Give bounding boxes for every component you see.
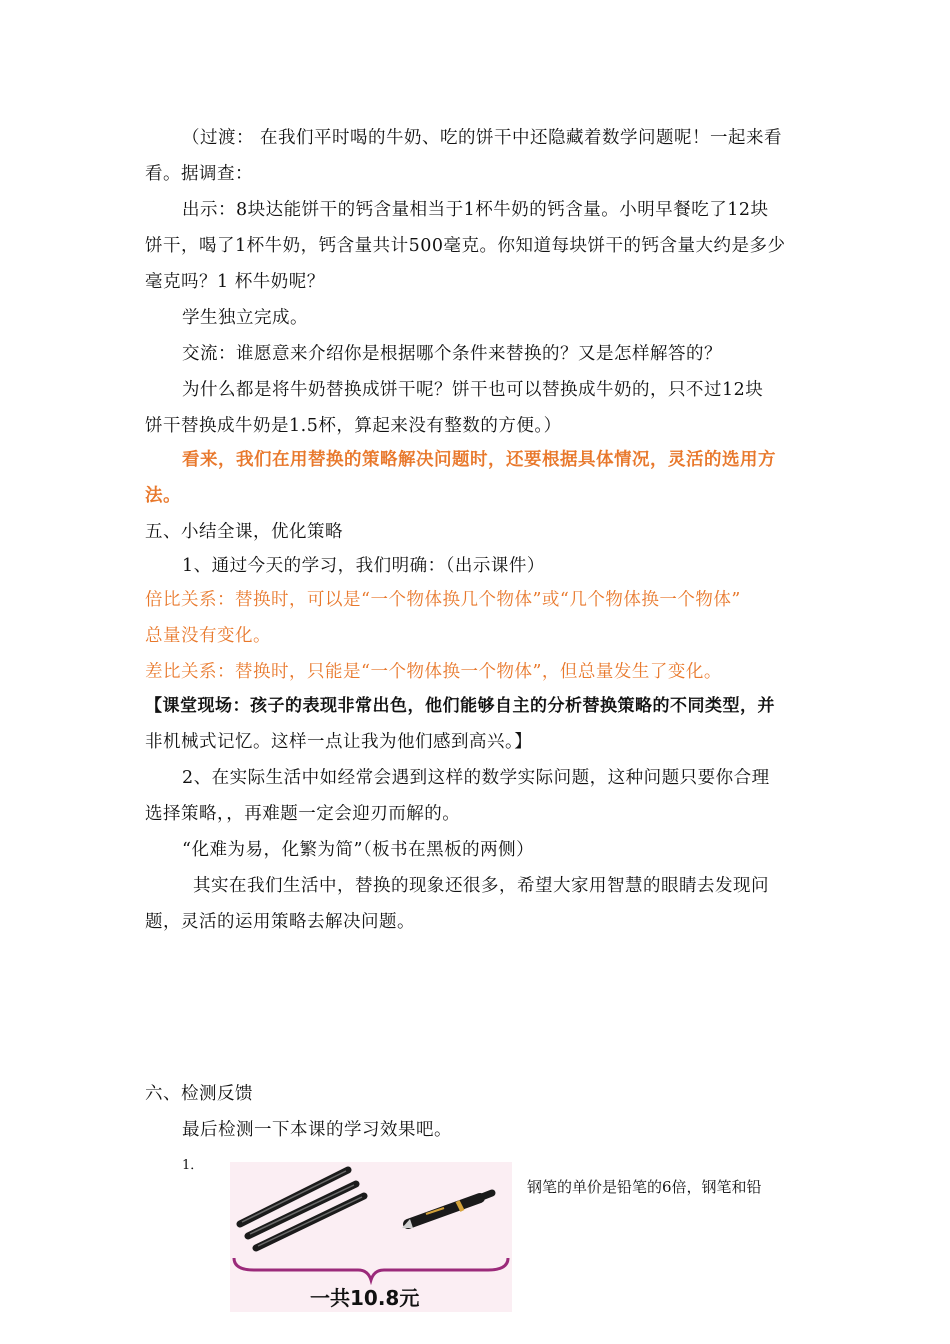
pencil-pen-illustration — [230, 1162, 512, 1312]
paragraph-line: 交流：谁愿意来介绍你是根据哪个条件来替换的？又是怎样解答的？ — [182, 344, 722, 364]
section-heading: 五、小结全课，优化策略 — [145, 522, 343, 542]
paragraph-line: 为什么都是将牛奶替换成饼干呢？饼干也可以替换成牛奶的，只不过12块 — [182, 380, 764, 400]
paragraph-line: 最后检测一下本课的学习效果吧。 — [182, 1120, 452, 1140]
fountain-pen-icon — [402, 1193, 492, 1228]
exercise-caption: 钢笔的单价是铅笔的6倍，钢笔和铅 — [527, 1178, 762, 1196]
paragraph-line: 毫克吗？1 杯牛奶呢？ — [145, 272, 325, 292]
paragraph-line: 饼干，喝了1杯牛奶，钙含量共计500毫克。你知道每块饼干的钙含量大约是多少 — [145, 236, 786, 256]
paragraph-line: 1、通过今天的学习，我们明确：（出示课件） — [182, 556, 545, 576]
paragraph-line: 题，灵活的运用策略去解决问题。 — [145, 912, 415, 932]
paragraph-line: 饼干替换成牛奶是1.5杯，算起来没有整数的方便。） — [145, 416, 562, 436]
highlight-line: 看来，我们在用替换的策略解决问题时，还要根据具体情况，灵活的选用方 — [182, 450, 776, 470]
paragraph-line: 学生独立完成。 — [182, 308, 308, 328]
highlight-line: 法。 — [145, 486, 181, 506]
highlight-line: 总量没有变化。 — [145, 626, 271, 646]
paragraph-line: （过渡： 在我们平时喝的牛奶、吃的饼干中还隐藏着数学问题呢！一起来看 — [182, 128, 783, 148]
classroom-note: 非机械式记忆。这样一点让我为他们感到高兴。】 — [145, 732, 533, 752]
highlight-line: 倍比关系：替换时，可以是“一个物体换几个物体”或“几个物体换一个物体” — [145, 590, 741, 610]
paragraph-line: 看。据调查： — [145, 164, 253, 184]
curly-brace-icon — [234, 1258, 508, 1280]
paragraph-line: 出示：8块达能饼干的钙含量相当于1杯牛奶的钙含量。小明早餐吃了12块 — [182, 200, 769, 220]
highlight-line: 差比关系：替换时，只能是“一个物体换一个物体”，但总量发生了变化。 — [145, 662, 722, 682]
exercise-number: 1． — [182, 1158, 204, 1173]
paragraph-line: 2、在实际生活中如经常会遇到这样的数学实际问题，这种问题只要你合理 — [182, 768, 770, 788]
section-heading: 六、检测反馈 — [145, 1084, 253, 1104]
total-price-label: 一共10.8元 — [310, 1286, 420, 1310]
paragraph-line: 其实在我们生活中，替换的现象还很多，希望大家用智慧的眼睛去发现问 — [193, 876, 769, 896]
classroom-note: 【课堂现场：孩子的表现非常出色，他们能够自主的分析替换策略的不同类型，并 — [145, 696, 775, 716]
paragraph-line: 选择策略，，再难题一定会迎刃而解的。 — [145, 804, 461, 824]
paragraph-line: “化难为易，化繁为简”（板书在黑板的两侧） — [182, 840, 535, 860]
